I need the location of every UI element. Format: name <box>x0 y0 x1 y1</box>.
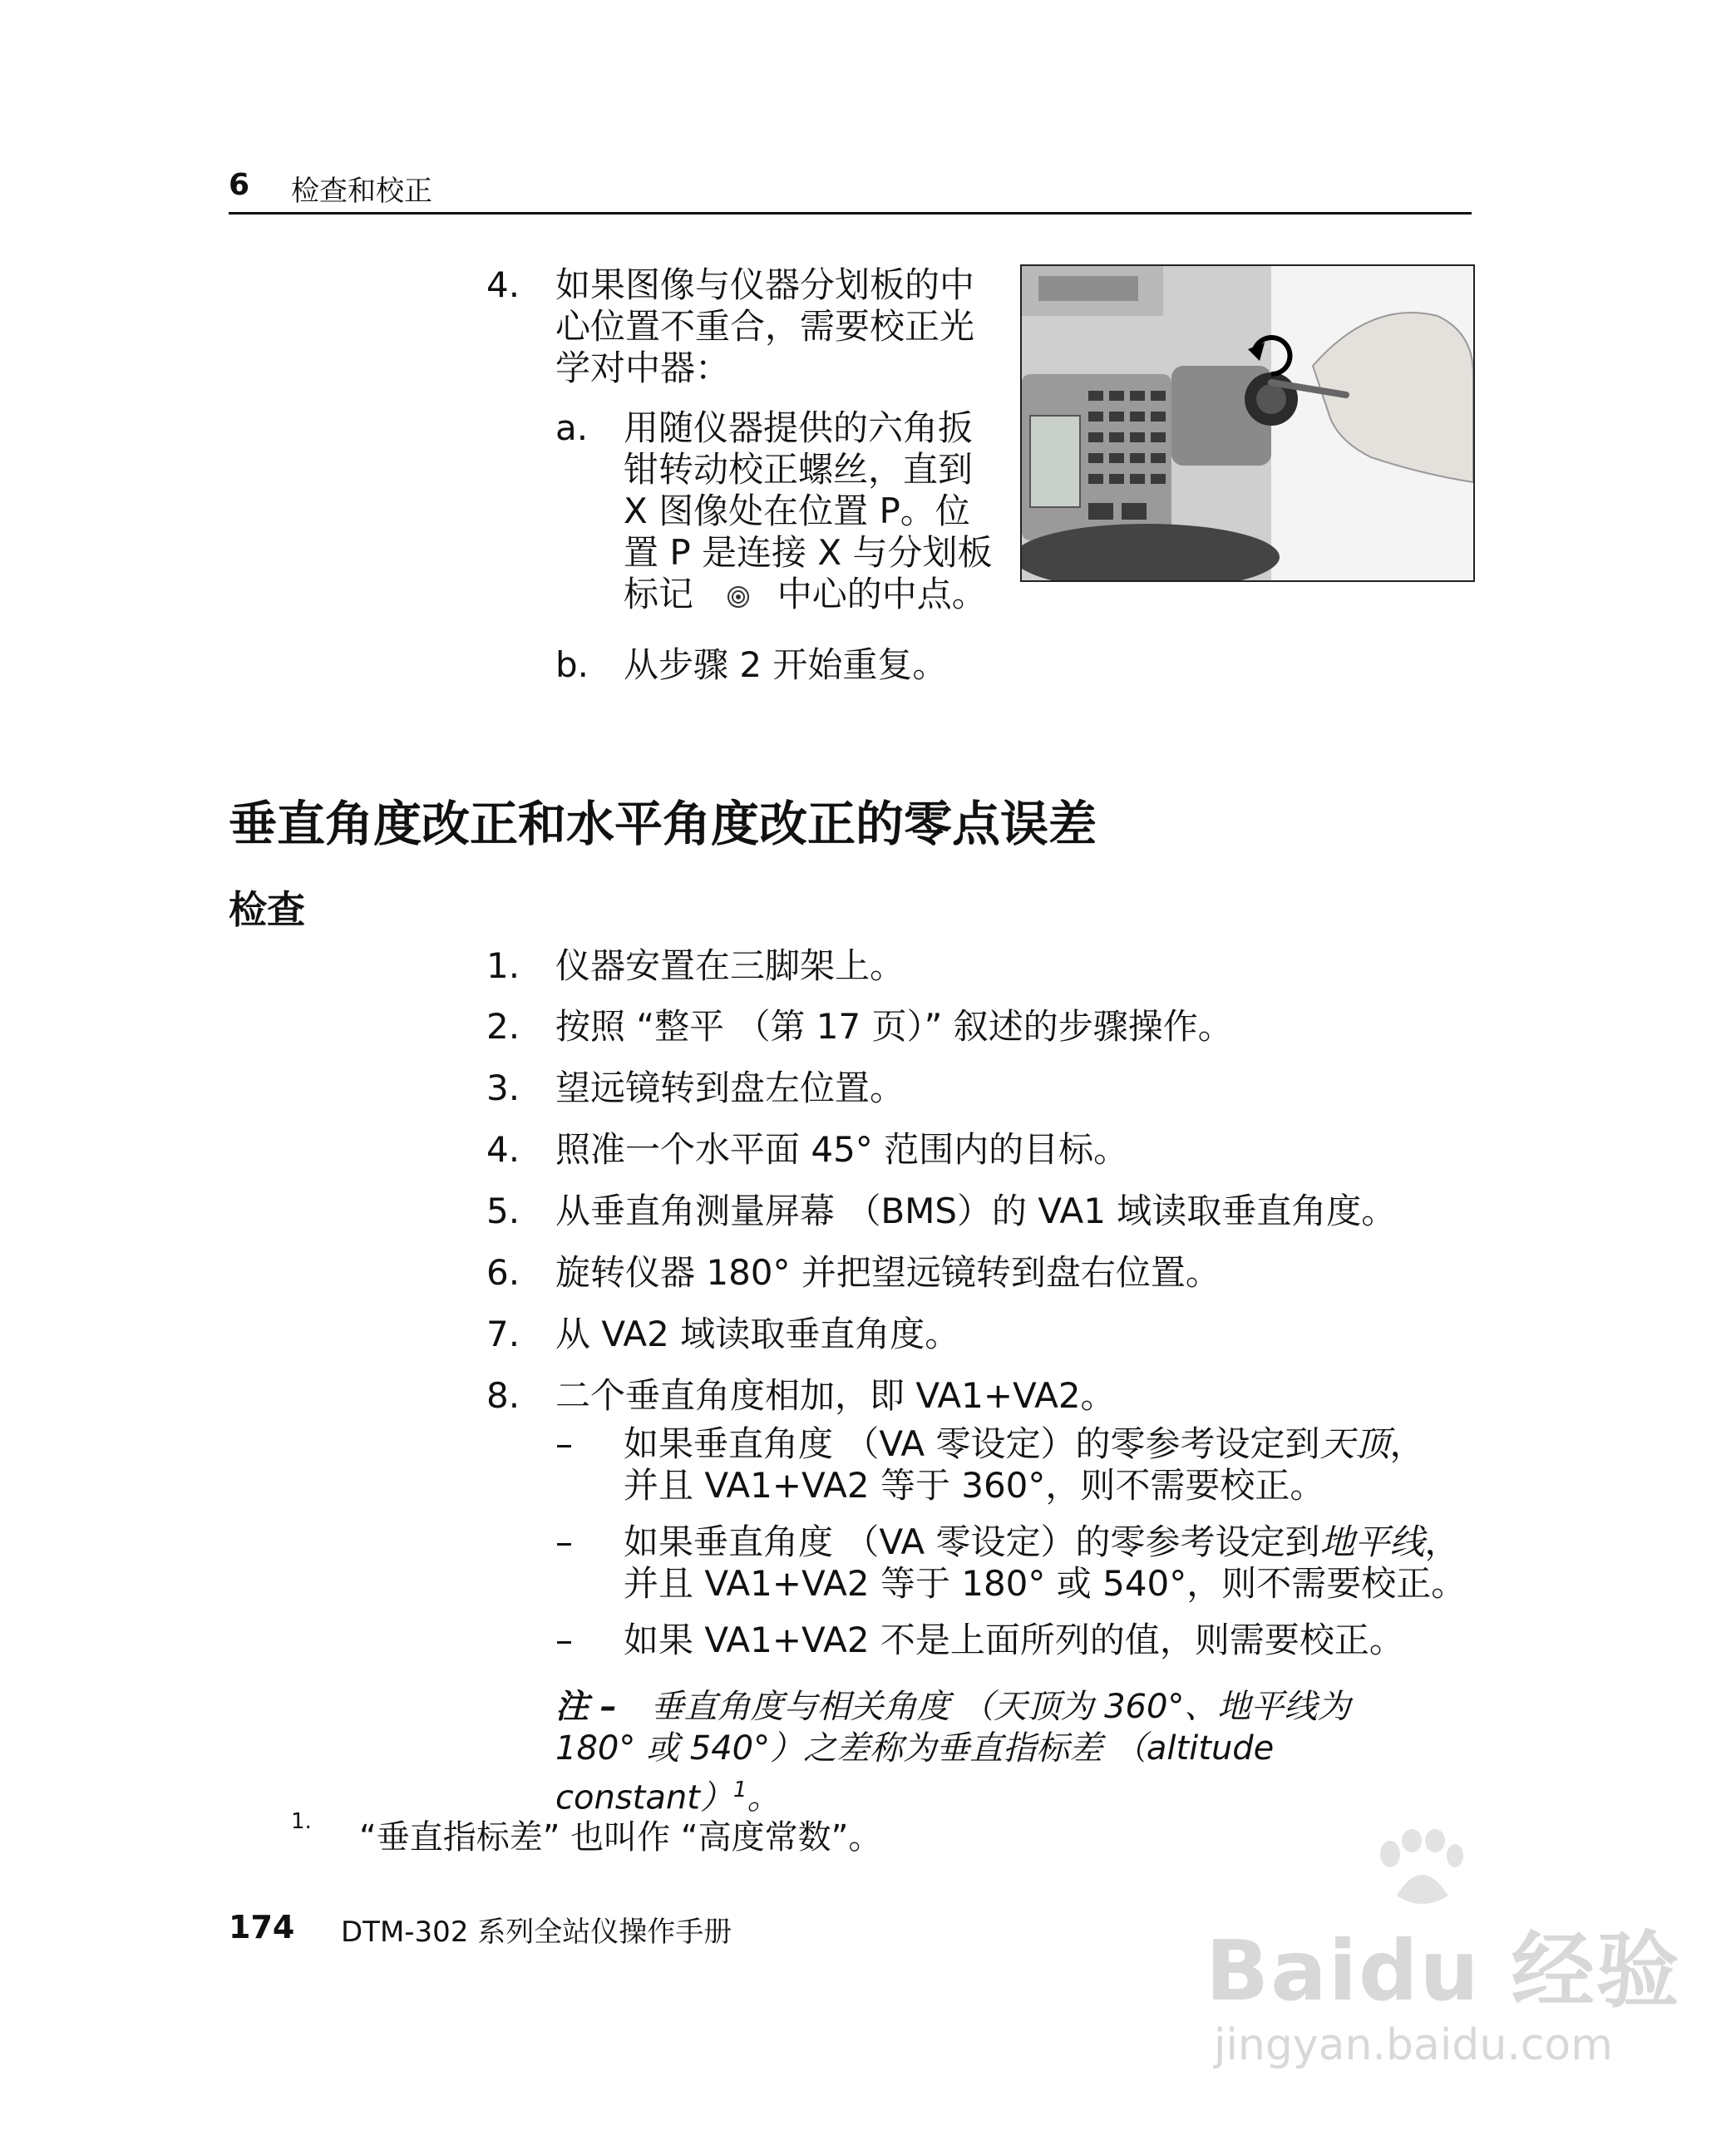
bullet-dash: – <box>555 1423 573 1464</box>
note-line: 注 – 垂直角度与相关角度 （天顶为 360°、地平线为 <box>555 1688 1351 1726</box>
mark-label: 标记 <box>624 574 694 614</box>
substep-text-line: 置 P 是连接 X 与分划板 <box>624 532 993 573</box>
chapter-title: 检查和校正 <box>291 175 432 208</box>
step-text: 从 VA2 域读取垂直角度。 <box>555 1314 960 1354</box>
step-number: 8. <box>486 1375 520 1416</box>
substep-text-line: 从步骤 2 开始重复。 <box>624 644 948 685</box>
step-number: 3. <box>486 1068 520 1108</box>
chapter-number: 6 <box>229 168 250 202</box>
step-number: 7. <box>486 1314 520 1354</box>
bullet-text-line: 并且 VA1+VA2 等于 360°，则不需要校正。 <box>624 1465 1325 1506</box>
substep-letter: b. <box>555 644 589 685</box>
step-number: 4. <box>486 264 520 305</box>
subsection-title: 检查 <box>229 887 305 932</box>
step-number: 6. <box>486 1252 520 1293</box>
substep-letter: a. <box>555 407 589 448</box>
bullet-dash: – <box>555 1521 573 1562</box>
watermark-main: Baidu 经验 <box>1206 1922 1681 2019</box>
footnote-mark: 1. <box>291 1809 312 1834</box>
substep-text-line: 钳转动校正螺丝，直到 <box>624 449 974 490</box>
footnote-text: “垂直指标差” 也叫作 “高度常数”。 <box>359 1818 882 1857</box>
step-text: 仪器安置在三脚架上。 <box>555 945 905 986</box>
page-number: 174 <box>229 1909 295 1945</box>
footnote-ref: 1 <box>732 1778 747 1802</box>
step-text: 望远镜转到盘左位置。 <box>555 1068 905 1108</box>
substep-text-line: X 图像处在位置 P。位 <box>624 491 970 531</box>
step-number: 1. <box>486 945 520 986</box>
instrument-photo <box>1020 264 1475 582</box>
paw-logo-icon <box>1372 1829 1463 1916</box>
mark-label-after: 中心的中点。 <box>777 574 987 614</box>
reticle-mark-icon <box>726 577 751 602</box>
bullet-dash: – <box>555 1620 573 1660</box>
step-text-line: 学对中器： <box>555 348 731 388</box>
step-number: 5. <box>486 1191 520 1231</box>
step-number: 4. <box>486 1129 520 1170</box>
step-text: 旋转仪器 180° 并把望远镜转到盘右位置。 <box>555 1252 1221 1293</box>
note-line: constant）$^1$。 <box>555 1778 781 1817</box>
step-text-line: 如果图像与仪器分划板的中 <box>555 264 975 305</box>
bullet-text-line: 如果 VA1+VA2 不是上面所列的值，则需要校正。 <box>624 1620 1404 1660</box>
section-title: 垂直角度改正和水平角度改正的零点误差 <box>229 796 1097 852</box>
substep-text-line: 用随仪器提供的六角扳 <box>624 407 974 448</box>
bullet-text-line: 如果垂直角度 （VA 零设定）的零参考设定到天顶， <box>624 1423 1425 1464</box>
bullet-text-line: 如果垂直角度 （VA 零设定）的零参考设定到地平线， <box>624 1521 1460 1562</box>
step-text: 二个垂直角度相加，即 VA1+VA2。 <box>555 1375 1116 1416</box>
step-text: 照准一个水平面 45° 范围内的目标。 <box>555 1129 1129 1170</box>
manual-title: DTM-302 系列全站仪操作手册 <box>341 1916 732 1949</box>
note-line: 180° 或 540°）之差称为垂直指标差 （altitude <box>555 1729 1275 1768</box>
step-number: 2. <box>486 1006 520 1047</box>
header-divider <box>229 212 1472 215</box>
step-text: 按照 “整平 （第 17 页）” 叙述的步骤操作。 <box>555 1006 1233 1047</box>
bullet-text-line: 并且 VA1+VA2 等于 180° 或 540°，则不需要校正。 <box>624 1563 1467 1604</box>
step-text: 从垂直角测量屏幕 （BMS）的 VA1 域读取垂直角度。 <box>555 1191 1397 1231</box>
substep-text-line <box>624 574 987 615</box>
watermark-url: jingyan.baidu.com <box>1214 2020 1613 2070</box>
step-text-line: 心位置不重合，需要校正光 <box>555 306 975 347</box>
note-label: 注 – <box>555 1688 617 1726</box>
